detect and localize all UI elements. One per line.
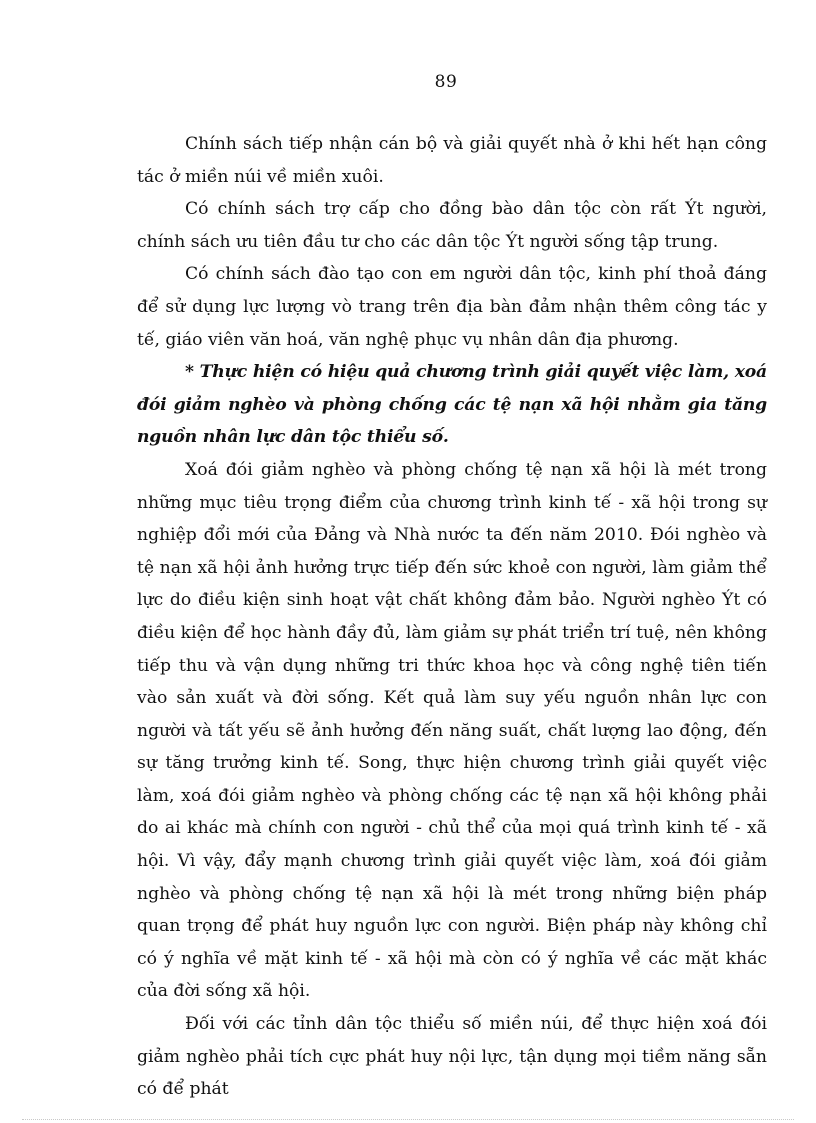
document-body <box>137 128 767 1106</box>
page-number: 89 <box>434 72 458 92</box>
section-heading: * Thực hiện có hiệu quả chương trình giải quyết việc làm, xoá đói giảm nghèo và phòng chống các tệ nạn xã hội nhằm gia tăng nguồn nhân lực dân tộc thiểu số. <box>137 362 767 448</box>
paragraph-mountain-provinces: Đối với các tỉnh dân tộc thiểu số miền núi, để thực hiện xoá đói giảm nghèo phải tích cực phát huy nội lực, tận dụng mọi tiềm năng sẵn có để phát <box>137 1014 767 1100</box>
paragraph-subsidy-policy: Có chính sách trợ cấp cho đồng bào dân tộc còn rất Ýt người, chính sách ưu tiên đầu tư cho các dân tộc Ýt người sống tập trung. <box>137 199 767 252</box>
paragraph-training-policy: Có chính sách đào tạo con em người dân tộc, kinh phí thoả đáng để sử dụng lực lượng vò trang trên địa bàn đảm nhận thêm công tác y tế, giáo viên văn hoá, văn nghệ phục vụ nhân dân địa phương. <box>137 264 767 350</box>
paragraph-reception-policy: Chính sách tiếp nhận cán bộ và giải quyết nhà ở khi hết hạn công tác ở miền núi về miền xuôi. <box>137 134 767 187</box>
paragraph-poverty-reduction: Xoá đói giảm nghèo và phòng chống tệ nạn xã hội là mét trong những mục tiêu trọng điểm của chương trình kinh tế - xã hội trong sự nghiệp đổi mới của Đảng và Nhà nước ta đến năm 2010. Đói nghèo và tệ nạn xã hội ảnh hưởng trực tiếp đến sức khoẻ con người, làm giảm thể lực do điều kiện sinh hoạt vật chất không đảm bảo. Người nghèo Ýt có điều kiện để học hành đầy đủ, làm giảm sự phát triển trí tuệ, nên không tiếp thu và vận dụng những tri thức khoa học và công nghệ tiên tiến vào sản xuất và đời sống. Kết quả làm suy yếu nguồn nhân lực con người và tất yếu sẽ ảnh hưởng đến năng suất, chất lượng lao động, đến sự tăng trưởng kinh tế. Song, thực hiện chương trình giải quyết việc làm, xoá đói giảm nghèo và phòng chống các tệ nạn xã hội không phải do ai khác mà chính con người - chủ thể của mọi quá trình kinh tế - xã hội. Vì vậy, đẩy mạnh chương trình giải quyết việc làm, xoá đói giảm nghèo và phòng chống tệ nạn xã hội là mét trong những biện pháp quan trọng để phát huy nguồn lực con người. Biện pháp này không chỉ có ý nghĩa về mặt kinh tế - xã hội mà còn có ý nghĩa về các mặt khác của đời sống xã hội. <box>137 459 767 1002</box>
page-bottom-divider <box>22 1119 794 1120</box>
